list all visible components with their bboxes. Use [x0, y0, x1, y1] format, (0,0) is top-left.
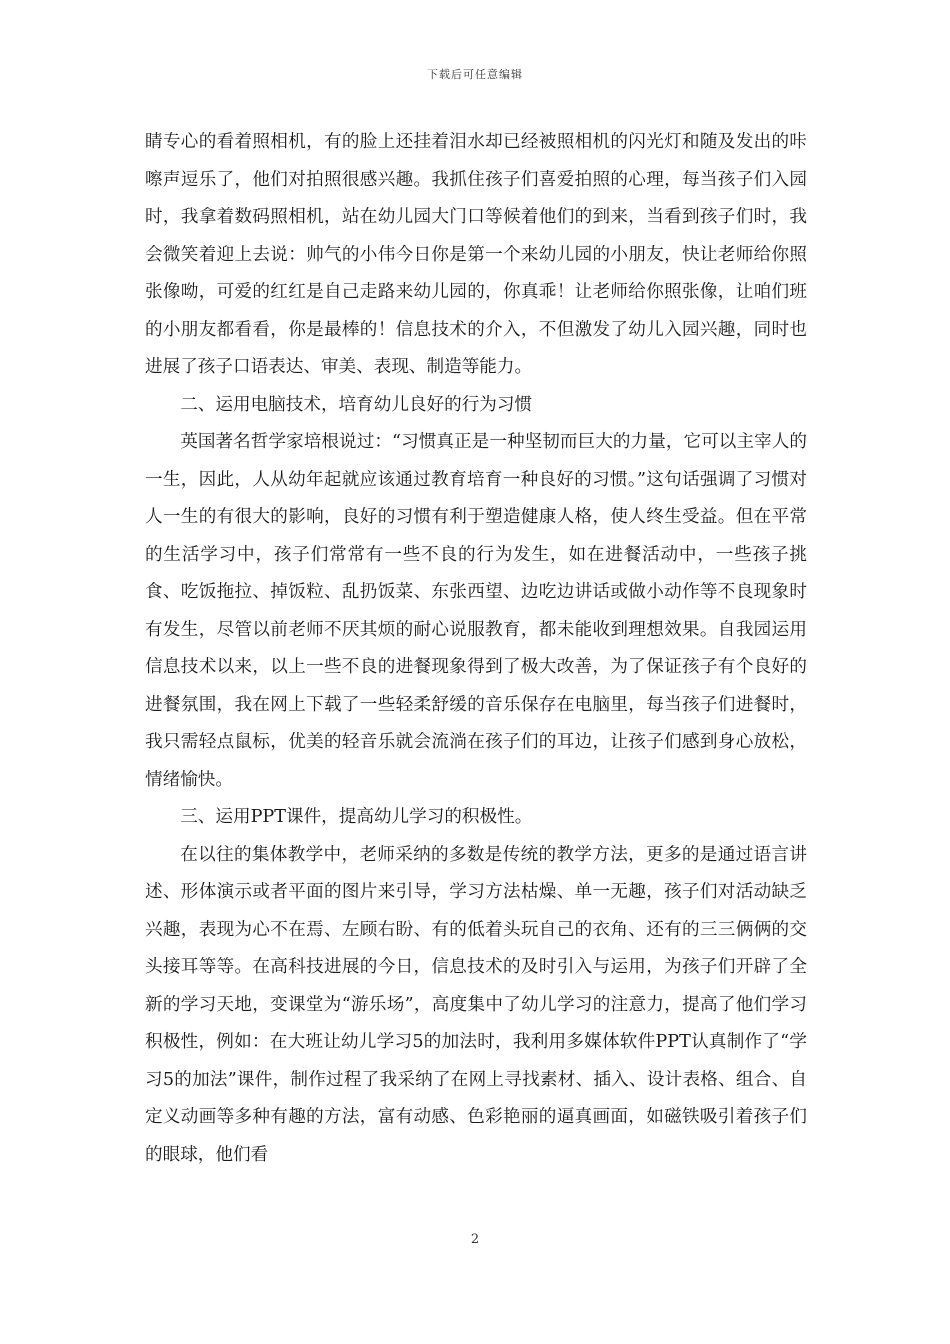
section-heading-2: 二、运用电脑技术，培育幼儿良好的行为习惯 — [180, 394, 533, 415]
page-header: 下载后可任意编辑 — [427, 68, 523, 81]
section-heading-3: 三、运用PPT课件，提高幼儿学习的积极性。 — [180, 807, 533, 827]
page-number: 2 — [470, 1232, 480, 1247]
paragraph-continued: 睛专心的看着照相机，有的脸上还挂着泪水却已经被照相机的闪光灯和随及发出的咔嚓声逗乐了，他们对拍照很感兴趣。我抓住孩子们喜爱拍照的心理，每当孩子们入园时，我拿着数码照相机，站在幼儿园大门口等候着他们的到来，当看到孩子们时，我会微笑着迎上去说：帅气的小伟今日你是第一个来幼儿园的小朋友，快让老师给你照张像呦，可爱的红红是自己走路来幼儿园的，你真乖！让老师给你照张像，让咱们班的小朋友都看看，你是最棒的！信息技术的介入，不但激发了幼儿入园兴趣，同时也进展了孩子口语表达、审美、表现、制造等能力。 — [145, 132, 807, 377]
paragraph: 在以往的集体教学中，老师采纳的多数是传统的教学方法，更多的是通过语言讲述、形体演示或者平面的图片来引导，学习方法枯燥、单一无趣，孩子们对活动缺乏兴趣，表现为心不在焉、左顾右盼、有的低着头玩自己的衣角、还有的三三俩俩的交头接耳等等。在高科技进展的今日，信息技术的及时引入与运用，为孩子们开辟了全新的学习天地，变课堂为“游乐场”，高度集中了幼儿学习的注意力，提高了他们学习积极性，例如：在大班让幼儿学习5的加法时，我利用多媒体软件PPT认真制作了“学习5的加法”课件，制作过程了我采纳了在网上寻找素材、插入、设计表格、组合、自定义动画等多种有趣的方法，富有动感、色彩艳丽的逼真画面，如磁铁吸引着孩子们的眼球，他们看 — [145, 844, 807, 1165]
document-body — [145, 124, 807, 1174]
paragraph: 英国著名哲学家培根说过：“习惯真正是一种坚韧而巨大的力量，它可以主宰人的一生，因此，人从幼年起就应该通过教育培育一种良好的习惯。”这句话强调了习惯对人一生的有很大的影响，良好的习惯有利于塑造健康人格，使人终生受益。但在平常的生活学习中，孩子们常常有一些不良的行为发生，如在进餐活动中，一些孩子挑食、吃饭拖拉、掉饭粒、乱扔饭菜、东张西望、边吃边讲话或做小动作等不良现象时有发生，尽管以前老师不厌其烦的耐心说服教育，都未能收到理想效果。自我园运用信息技术以来，以上一些不良的进餐现象得到了极大改善，为了保证孩子有个良好的进餐氛围，我在网上下载了一些轻柔舒缓的音乐保存在电脑里，每当孩子们进餐时，我只需轻点鼠标，优美的轻音乐就会流淌在孩子们的耳边，让孩子们感到身心放松，情绪愉快。 — [145, 432, 807, 790]
